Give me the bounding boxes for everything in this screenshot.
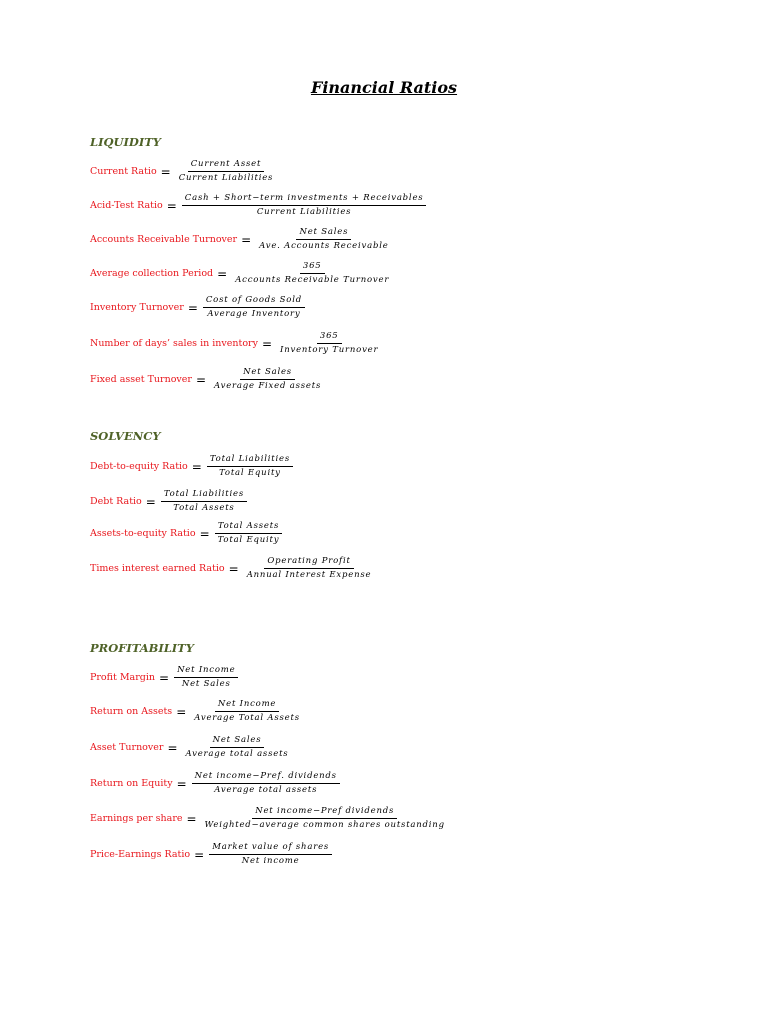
ratio-average-collection-period — [90, 261, 392, 286]
ratio-current-ratio — [90, 159, 276, 184]
ratio-label: Fixed asset Turnover — [90, 374, 192, 385]
ratio-label: Number of days’ sales in inventory — [90, 338, 258, 349]
ratio-label: Return on Equity — [90, 778, 173, 789]
formula-denominator: Total Assets — [173, 503, 235, 513]
ratio-label: Return on Assets — [90, 706, 173, 717]
equals-sign: = — [145, 494, 156, 509]
equals-sign: = — [191, 459, 202, 474]
equals-sign: = — [241, 232, 252, 247]
ratio-asset-turnover — [90, 735, 291, 760]
formula-numerator: Net Sales — [210, 735, 265, 748]
ratio-label: Asset Turnover — [90, 742, 164, 753]
ratio-profit-margin — [90, 665, 238, 690]
formula-denominator: Average Fixed assets — [214, 381, 322, 391]
formula-denominator: Net Sales — [181, 679, 231, 689]
ratio-formula — [232, 261, 392, 286]
formula-denominator: Ave. Accounts Receivable — [259, 241, 389, 251]
ratio-formula — [215, 521, 283, 546]
ratio-formula — [209, 842, 332, 867]
ratio-label: Average collection Period — [90, 268, 214, 279]
ratio-formula — [192, 771, 340, 796]
equals-sign: = — [228, 561, 239, 576]
formula-numerator: Total Liabilities — [207, 454, 293, 467]
formula-numerator: 365 — [317, 331, 342, 344]
ratio-label: Price-Earnings Ratio — [90, 849, 191, 860]
equals-sign: = — [217, 266, 228, 281]
formula-numerator: Total Assets — [215, 521, 282, 534]
ratio-inventory-turnover — [90, 295, 305, 320]
ratio-label: Assets-to-equity Ratio — [90, 528, 196, 539]
ratio-fixed-asset-turnover — [90, 367, 324, 392]
page-title: Financial Ratios — [310, 78, 458, 97]
formula-numerator: Net income−Pref. dividends — [192, 771, 340, 784]
formula-numerator: Total Liabilities — [161, 489, 247, 502]
formula-denominator: Average Inventory — [207, 309, 301, 319]
equals-sign: = — [176, 704, 187, 719]
formula-numerator: Net Sales — [296, 227, 351, 240]
ratio-label: Inventory Turnover — [90, 302, 184, 313]
ratio-formula — [183, 735, 292, 760]
equals-sign: = — [199, 526, 210, 541]
formula-denominator: Average total assets — [214, 785, 318, 795]
ratio-label: Times interest earned Ratio — [90, 563, 225, 574]
ratio-formula — [176, 159, 276, 184]
ratio-return-on-equity — [90, 771, 340, 796]
formula-numerator: 365 — [300, 261, 325, 274]
ratio-label: Accounts Receivable Turnover — [90, 234, 238, 245]
section-heading-profitability: PROFITABILITY — [90, 641, 194, 655]
ratio-formula — [182, 193, 427, 218]
equals-sign: = — [187, 300, 198, 315]
formula-numerator: Cash + Short−term investments + Receivables — [182, 193, 427, 206]
equals-sign: = — [159, 670, 170, 685]
formula-denominator: Inventory Turnover — [280, 345, 379, 355]
ratio-label: Current Ratio — [90, 166, 157, 177]
section-heading-solvency: SOLVENCY — [90, 429, 161, 443]
ratio-label: Acid-Test Ratio — [90, 200, 163, 211]
ratio-accounts-receivable-turnover — [90, 227, 392, 252]
ratio-formula — [256, 227, 391, 252]
formula-denominator: Annual Interest Expense — [246, 570, 372, 580]
formula-denominator: Net income — [241, 856, 300, 866]
ratio-formula — [207, 454, 293, 479]
ratio-label: Debt Ratio — [90, 496, 142, 507]
formula-numerator: Market value of shares — [209, 842, 332, 855]
equals-sign: = — [176, 776, 187, 791]
formula-numerator: Net Income — [215, 699, 279, 712]
formula-numerator: Operating Profit — [264, 556, 353, 569]
section-heading-liquidity: LIQUIDITY — [90, 135, 162, 149]
ratio-formula — [161, 489, 247, 514]
equals-sign: = — [166, 198, 177, 213]
ratio-formula — [277, 331, 381, 356]
ratio-price-earnings — [90, 842, 332, 867]
ratio-return-on-assets — [90, 699, 303, 724]
ratio-formula — [211, 367, 324, 392]
formula-numerator: Current Asset — [188, 159, 264, 172]
formula-denominator: Average Total Assets — [194, 713, 300, 723]
ratio-formula — [174, 665, 238, 690]
formula-numerator: Net income−Pref dividends — [252, 806, 397, 819]
equals-sign: = — [186, 811, 197, 826]
ratio-formula — [202, 806, 448, 831]
equals-sign: = — [167, 740, 178, 755]
formula-denominator: Total Equity — [217, 535, 280, 545]
ratio-debt-to-equity — [90, 454, 293, 479]
ratio-formula — [203, 295, 305, 320]
formula-numerator: Cost of Goods Sold — [203, 295, 305, 308]
ratio-days-sales-in-inventory — [90, 331, 381, 356]
formula-denominator: Weighted−average common shares outstanding — [204, 820, 445, 830]
ratio-formula — [191, 699, 303, 724]
equals-sign: = — [160, 164, 171, 179]
ratio-label: Debt-to-equity Ratio — [90, 461, 188, 472]
ratio-times-interest-earned — [90, 556, 374, 581]
formula-denominator: Current Liabilities — [178, 173, 274, 183]
formula-denominator: Total Equity — [219, 468, 281, 478]
ratio-label: Earnings per share — [90, 813, 183, 824]
ratio-formula — [244, 556, 375, 581]
ratio-debt-ratio — [90, 489, 247, 514]
formula-denominator: Accounts Receivable Turnover — [235, 275, 390, 285]
equals-sign: = — [194, 847, 205, 862]
formula-denominator: Current Liabilities — [256, 207, 352, 217]
equals-sign: = — [261, 336, 273, 351]
ratio-earnings-per-share — [90, 806, 448, 831]
ratio-assets-to-equity — [90, 521, 282, 546]
ratio-label: Profit Margin — [90, 672, 155, 683]
ratio-acid-test — [90, 193, 426, 218]
formula-denominator: Average total assets — [185, 749, 289, 759]
formula-numerator: Net Income — [174, 665, 238, 678]
formula-numerator: Net Sales — [240, 367, 295, 380]
equals-sign: = — [195, 372, 207, 387]
